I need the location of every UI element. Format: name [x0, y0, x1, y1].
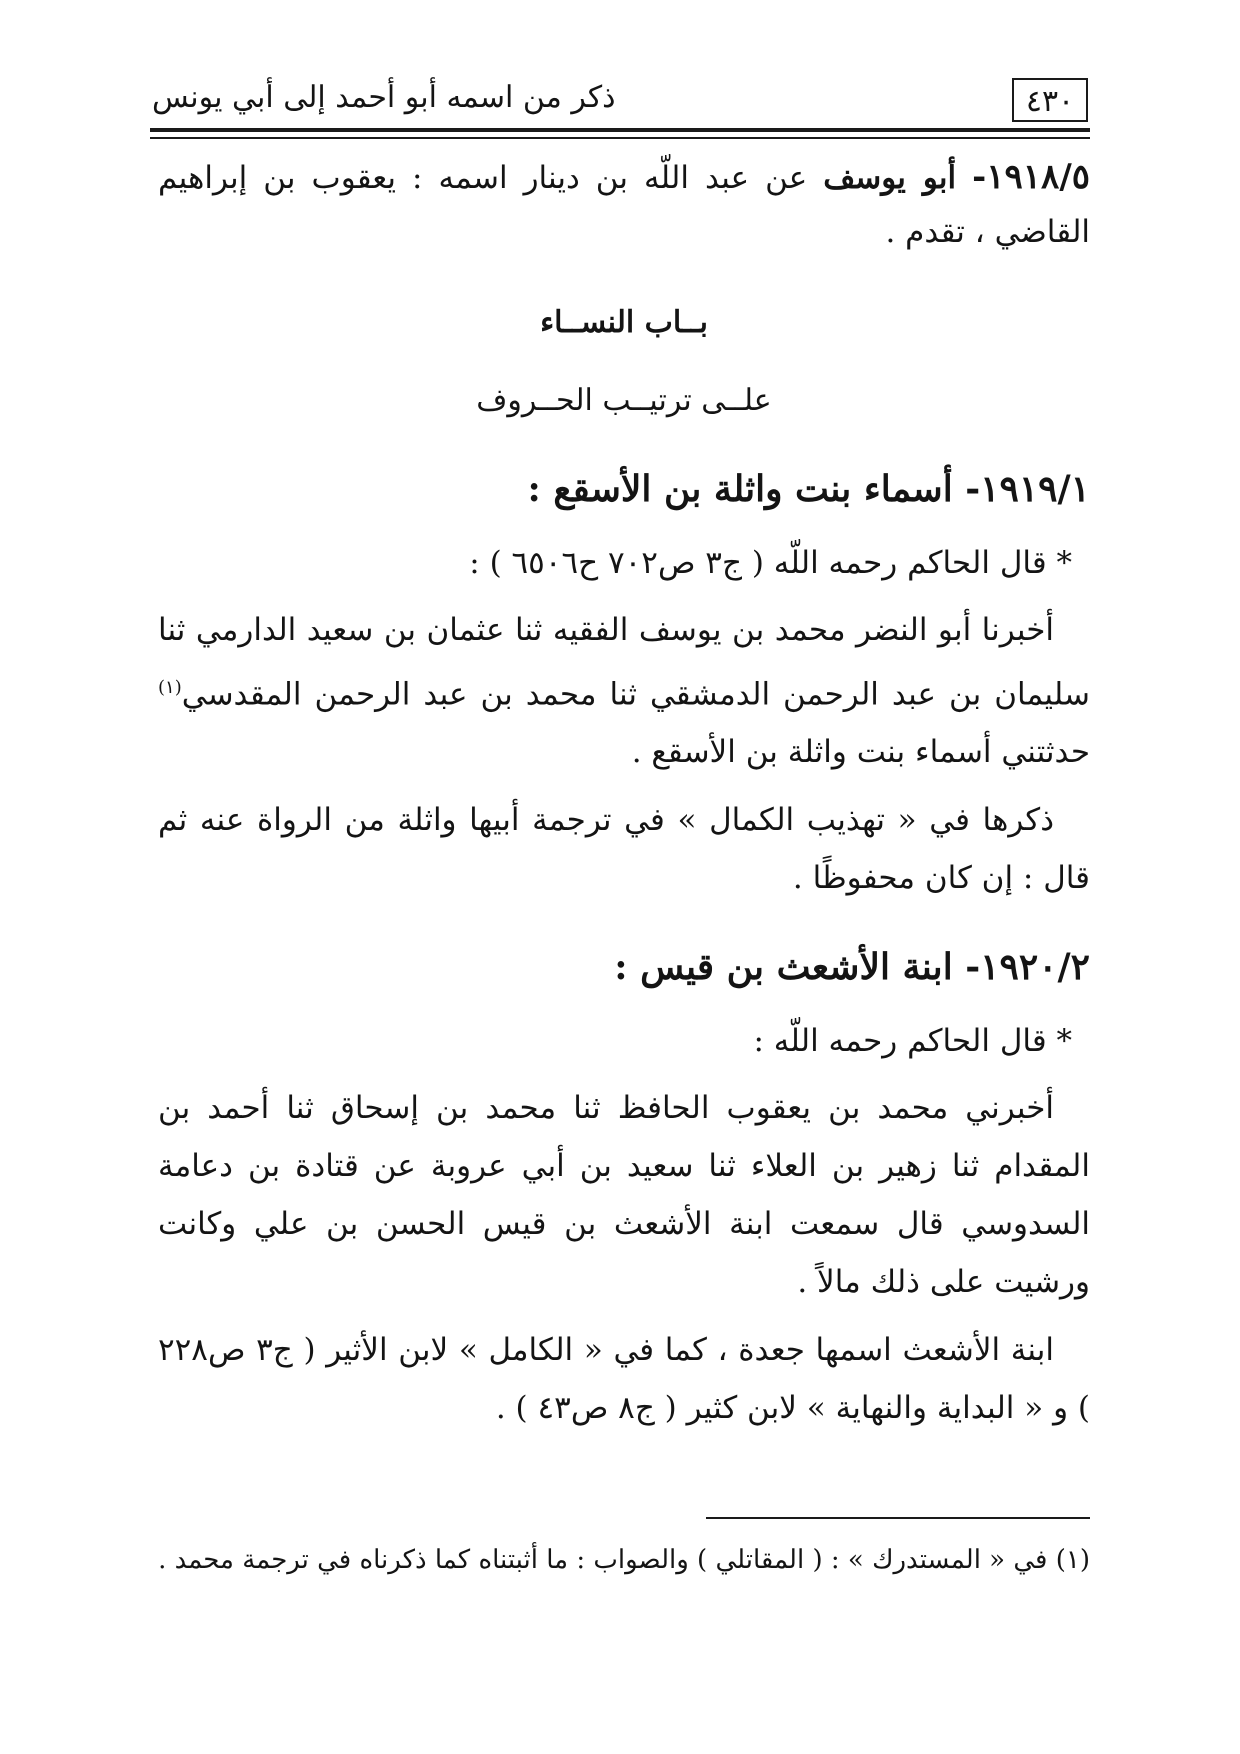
isnad-text-end: حدثتني أسماء بنت واثلة بن الأسقع . — [631, 734, 1090, 771]
citation-1919: * قال الحاكم رحمه اللّه ( ج٣ ص٧٠٢ ح٦٥٠٦ ) : — [469, 545, 1072, 581]
footnote-marker: (١) — [158, 677, 182, 698]
entry-1918 — [158, 150, 1090, 259]
section-title: بــاب النســاء — [540, 305, 708, 340]
page-header — [150, 64, 1090, 128]
footnote-rule — [706, 1517, 1090, 1519]
citation-1920: * قال الحاكم رحمه اللّه : — [753, 1023, 1072, 1060]
section-subtitle: علــى ترتيــب الحــروف — [476, 383, 772, 418]
paragraph-1920-isnad: أخبرني محمد بن يعقوب الحافظ ثنا محمد بن إسحاق ثنا أحمد بن المقدام ثنا زهير بن العلاء ثنا سعيد بن أبي عروبة عن قتادة بن دعامة السدوسي قال سمعت ابنة الأشعث بن قيس الحسن بن علي وكانت ورشيت على ذلك مالاً . — [158, 1090, 1090, 1301]
entry-heading-1919: ١٩١٩/١- أسماء بنت واثلة بن الأسقع : — [527, 468, 1090, 510]
paragraph-1919-isnad — [158, 601, 1090, 781]
running-title: ذكر من اسمه أبو أحمد إلى أبي يونس — [152, 80, 616, 115]
header-rule-thin — [150, 137, 1090, 139]
page-number: ٤٣٠ — [1012, 78, 1088, 122]
page-body — [158, 150, 1090, 1437]
header-rule-thick — [150, 128, 1090, 132]
entry-number: ١٩١٨/٥- — [972, 157, 1090, 197]
paragraph-1919-note: ذكرها في « تهذيب الكمال » في ترجمة أبيها واثلة من الرواة عنه ثم قال : إن كان محفوظًا . — [158, 802, 1090, 897]
entry-text: عن عبد اللّه بن دينار اسمه : يعقوب بن إبراهيم القاضي ، تقدم . — [158, 160, 1090, 250]
entry-heading-1920: ١٩٢٠/٢- ابنة الأشعث بن قيس : — [614, 946, 1090, 989]
isnad-text: أخبرنا أبو النضر محمد بن يوسف الفقيه ثنا عثمان بن سعيد الدارمي ثنا سليمان بن عبد الرحمن الدمشقي ثنا محمد بن عبد الرحمن المقدسي — [158, 612, 1090, 713]
footnote: (١) في « المستدرك » : ( المقاتلي ) والصواب : ما أثبتناه كما ذكرناه في ترجمة محمد . — [158, 1545, 1090, 1575]
entry-name: أبو يوسف — [823, 160, 957, 196]
paragraph-1920-note: ابنة الأشعث اسمها جعدة ، كما في « الكامل » لابن الأثير ( ج٣ ص٢٢٨ ) و « البداية والنهاية » لابن كثير ( ج٨ ص٤٣ ) . — [158, 1332, 1090, 1427]
